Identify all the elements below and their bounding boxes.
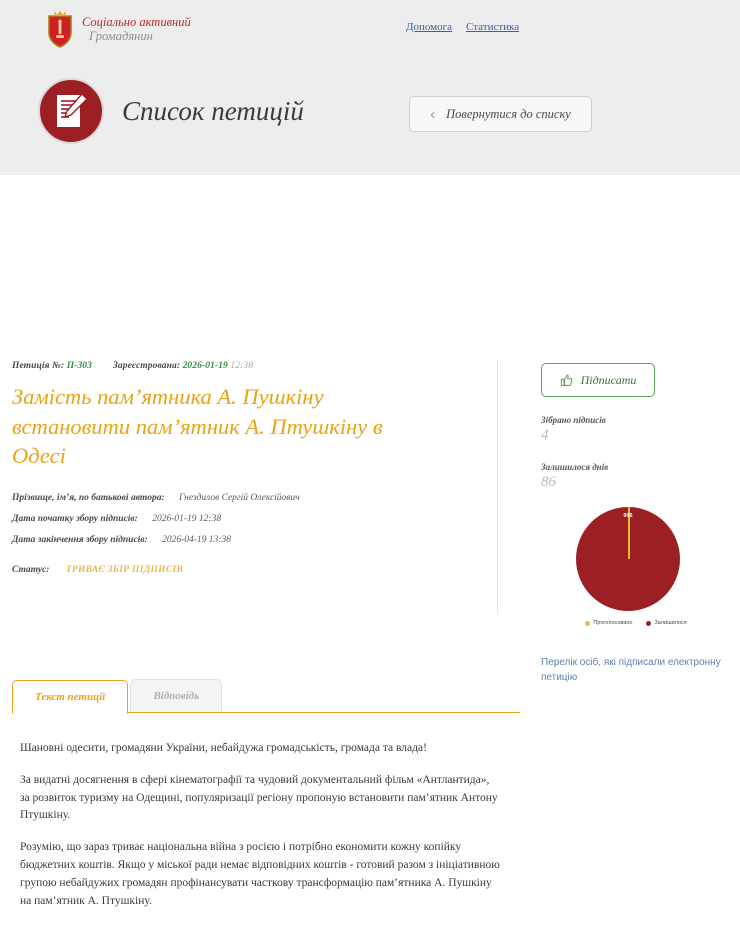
- petition-body-text: [20, 740, 500, 925]
- petition-meta: [12, 361, 492, 371]
- start-date-row: [12, 514, 492, 524]
- legend-dot-voted: [585, 621, 590, 626]
- status-badge: ТРИВАЄ ЗБІР ПІДПИСІВ: [65, 565, 184, 576]
- back-to-list-button[interactable]: [409, 96, 592, 132]
- thumbs-up-icon: [560, 374, 573, 387]
- pie-chart-graphic: [576, 507, 680, 611]
- end-date-value: 2026-04-19 13:38: [162, 535, 231, 546]
- registered-time: 12:38: [230, 361, 254, 371]
- page-title: Список петицій: [122, 95, 304, 126]
- legend-label-remaining: Залишилося: [654, 620, 687, 626]
- days-left-value: 86: [541, 474, 556, 490]
- coat-of-arms-icon: [45, 10, 75, 48]
- legend-label-voted: Проголосовано: [593, 620, 633, 626]
- petition-tabs: [12, 679, 520, 713]
- sign-button-label: Підписати: [580, 372, 637, 387]
- back-button-label: Повернутися до списку: [446, 106, 571, 121]
- legend-dot-remaining: [646, 621, 651, 626]
- petition-sidebar: [541, 363, 731, 626]
- sign-petition-button[interactable]: [541, 363, 655, 397]
- start-date-value: 2026-01-19 12:38: [152, 514, 222, 525]
- author-label: Прізвище, ім’я, по батькові автора:: [12, 493, 165, 504]
- status-label: Статус:: [12, 565, 50, 576]
- petition-details-column: [12, 361, 492, 575]
- petition-paragraph-2: За видатні досягнення в сфері кінематографії та чудовий документальний фільм «Антлантида», за розвиток туризму на Одещині, популяризації регіону пропоную встановити пам’ятник Антону Птушкіну.: [20, 773, 498, 822]
- chevron-left-icon: ‹: [430, 105, 436, 123]
- pie-chart-legend: [541, 620, 731, 626]
- end-date-label: Дата закінчення збору підписів:: [12, 535, 148, 546]
- days-left-block: [541, 462, 731, 491]
- site-brand[interactable]: [45, 10, 191, 48]
- document-pencil-icon: [38, 78, 104, 144]
- signers-list-link[interactable]: Перелік осіб, які підписали електронну петицію: [541, 657, 721, 683]
- nav-help[interactable]: Допомога: [406, 21, 453, 33]
- petition-detail-list: [12, 493, 492, 575]
- petition-number-value: П-303: [66, 361, 92, 371]
- petition-title: Замість пам’ятника А. Пушкіну встановити пам’ятник А. Птушкіну в Одесі: [12, 384, 383, 469]
- nav-statistics[interactable]: Статистика: [466, 21, 520, 33]
- days-left-label: Залишилося днів: [541, 462, 609, 472]
- status-row: [12, 565, 492, 575]
- registered-label: Зареєстрована:: [112, 361, 181, 371]
- page-header: [0, 0, 740, 175]
- vertical-divider: [497, 361, 498, 613]
- tab-response[interactable]: Відповідь: [130, 679, 222, 713]
- top-navigation: [406, 21, 533, 33]
- author-row: [12, 493, 492, 503]
- signatures-pie-chart: [541, 507, 731, 626]
- collected-signatures-block: [541, 415, 731, 444]
- collected-value: 4: [541, 427, 549, 443]
- petition-number-label: Петиція №:: [12, 361, 65, 371]
- author-value: Гнездилов Сергій Олексійович: [179, 493, 300, 504]
- start-date-label: Дата початку збору підписів:: [12, 514, 138, 525]
- tab-petition-text[interactable]: Текст петиції: [12, 680, 128, 714]
- collected-label: Зібрано підписів: [541, 415, 606, 425]
- petition-paragraph-3: Розумію, що зараз триває національна війна з росією і потрібно економити кожну копійку бюджетних коштів. Якщо у міської ради немає відповідних коштів - готовий разом з ініціативною групою небайдужих громадян профінансувати часткову трансформацію пам’ятника А. Пушкіну на пам’ятник А. Птушкіну.: [20, 841, 500, 907]
- page-title-row: [38, 78, 304, 144]
- pie-data-label: 996: [623, 513, 633, 519]
- petition-paragraph-1: Шановні одесити, громадяни України, небайдужа громадськість, громада та влада!: [20, 742, 427, 754]
- legend-item-remaining: [646, 620, 686, 626]
- brand-line-2: Громадянин: [89, 29, 153, 43]
- end-date-row: [12, 535, 492, 545]
- legend-item-voted: [585, 620, 632, 626]
- brand-line-1: Соціально активний: [82, 15, 191, 29]
- registered-date: 2026-01-19: [182, 361, 228, 371]
